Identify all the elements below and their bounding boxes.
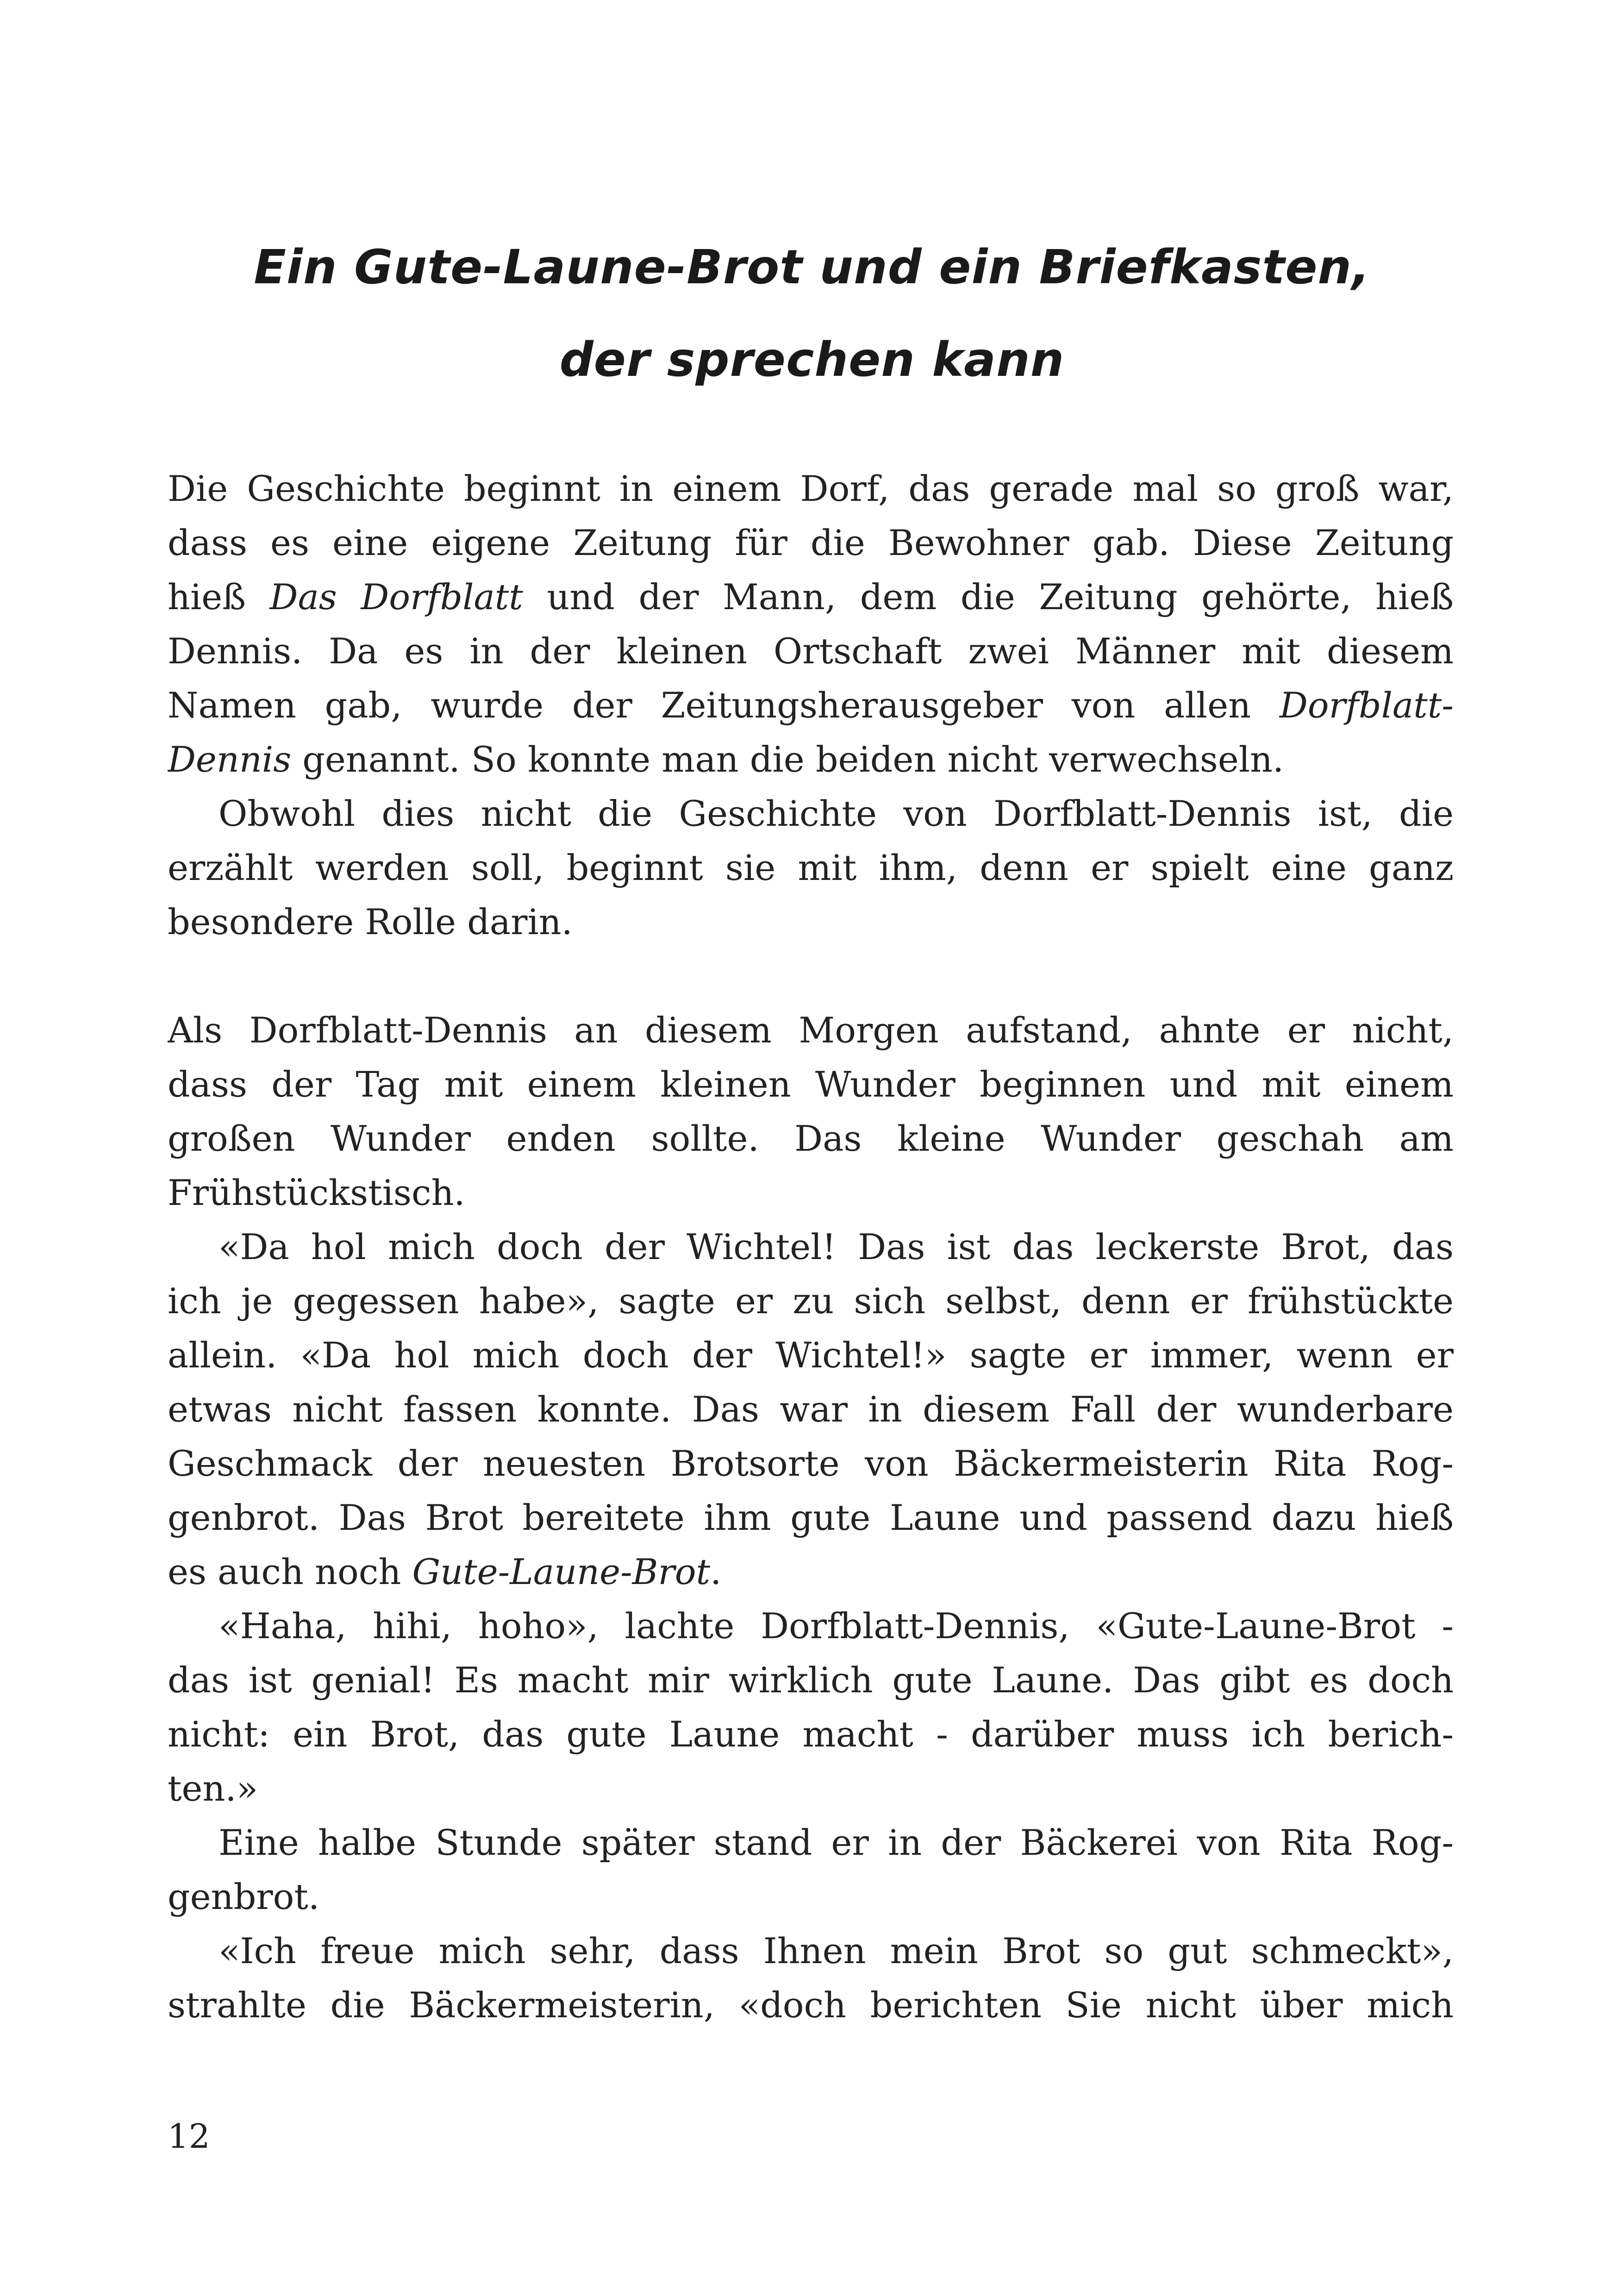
text-segment: strahlte die Bäckermeisterin, «doch berichten Sie nicht über mich bbox=[168, 1984, 1454, 2026]
text-line bbox=[168, 786, 1454, 841]
text-segment: es auch noch bbox=[168, 1551, 412, 1592]
text-segment: nicht: ein Brot, das gute Laune macht - darüber muss ich berich- bbox=[168, 1714, 1454, 1755]
paragraph bbox=[168, 1599, 1454, 1815]
italic-text: Das Dorfblatt bbox=[269, 576, 523, 617]
text-line bbox=[168, 1166, 1454, 1220]
text-line bbox=[168, 461, 1454, 516]
text-segment: «Ich freue mich sehr, dass Ihnen mein Brot so gut schmeckt», bbox=[219, 1930, 1454, 1971]
text-segment: großen Wunder enden sollte. Das kleine Wunder geschah am bbox=[168, 1118, 1454, 1159]
text-segment: genbrot. bbox=[168, 1876, 320, 1917]
paragraph bbox=[168, 786, 1454, 949]
text-line bbox=[168, 1382, 1454, 1436]
text-line bbox=[168, 624, 1454, 678]
text-line bbox=[168, 1274, 1454, 1328]
text-line bbox=[168, 516, 1454, 570]
page-number: 12 bbox=[168, 2117, 210, 2156]
text-line bbox=[168, 1057, 1454, 1111]
italic-text: Gute-Laune-Brot bbox=[412, 1551, 711, 1592]
text-segment: «Da hol mich doch der Wichtel! Das ist das leckerste Brot, das bbox=[219, 1226, 1454, 1267]
text-segment: und der Mann, dem die Zeitung gehörte, hieß bbox=[523, 576, 1454, 617]
text-segment: das ist genial! Es macht mir wirklich gute Laune. Das gibt es doch bbox=[168, 1659, 1454, 1701]
italic-text: Dorfblatt- bbox=[1279, 685, 1454, 726]
chapter-body bbox=[168, 461, 1454, 2032]
text-segment: Dennis. Da es in der kleinen Ortschaft zwei Männer mit diesem bbox=[168, 630, 1454, 672]
text-line bbox=[168, 1436, 1454, 1491]
paragraph bbox=[168, 1220, 1454, 1599]
text-segment: ten.» bbox=[168, 1768, 258, 1809]
text-segment: hieß bbox=[168, 576, 270, 617]
paragraph bbox=[168, 1815, 1454, 1924]
text-line bbox=[168, 1761, 1454, 1815]
text-segment: «Haha, hihi, hoho», lachte Dorfblatt-Dennis, «Gute-Laune-Brot - bbox=[219, 1605, 1454, 1646]
text-line bbox=[168, 1491, 1454, 1545]
text-segment: erzählt werden soll, beginnt sie mit ihm, denn er spielt eine ganz bbox=[168, 847, 1454, 888]
text-segment: etwas nicht fassen konnte. Das war in diesem Fall der wunderbare bbox=[168, 1389, 1454, 1430]
chapter-title-line-2: der sprechen kann bbox=[559, 332, 1065, 387]
text-segment: genbrot. Das Brot bereitete ihm gute Laune und passend dazu hieß bbox=[168, 1497, 1454, 1538]
text-line bbox=[168, 732, 1454, 786]
text-segment: Namen gab, wurde der Zeitungsherausgeber von allen bbox=[168, 685, 1280, 726]
text-line bbox=[168, 678, 1454, 732]
text-line bbox=[168, 1599, 1454, 1653]
paragraph bbox=[168, 1924, 1454, 2032]
text-line bbox=[168, 1111, 1454, 1166]
text-line bbox=[168, 1003, 1454, 1057]
text-segment: Eine halbe Stunde später stand er in der Bäckerei von Rita Rog- bbox=[219, 1822, 1454, 1863]
text-line bbox=[168, 1328, 1454, 1382]
text-segment: Als Dorfblatt-Dennis an diesem Morgen aufstand, ahnte er nicht, bbox=[168, 1010, 1454, 1051]
text-segment: Die Geschichte beginnt in einem Dorf, das gerade mal so groß war, bbox=[168, 468, 1454, 509]
text-line bbox=[168, 1924, 1454, 1978]
text-line bbox=[168, 1870, 1454, 1924]
text-segment: genannt. So konnte man die beiden nicht verwechseln. bbox=[291, 739, 1284, 780]
text-segment: ich je gegessen habe», sagte er zu sich selbst, denn er frühstückte bbox=[168, 1280, 1454, 1322]
section-break bbox=[168, 949, 1454, 1003]
text-line bbox=[168, 570, 1454, 624]
text-segment: Obwohl dies nicht die Geschichte von Dorfblatt-Dennis ist, die bbox=[219, 793, 1454, 834]
chapter-title-line-1: Ein Gute-Laune-Brot und ein Briefkasten, bbox=[254, 240, 1370, 295]
text-line bbox=[168, 1545, 1454, 1599]
text-segment: Frühstückstisch. bbox=[168, 1172, 465, 1213]
text-line bbox=[168, 1220, 1454, 1274]
text-line bbox=[168, 895, 1454, 949]
text-segment: dass es eine eigene Zeitung für die Bewohner gab. Diese Zeitung bbox=[168, 522, 1454, 563]
text-line bbox=[168, 841, 1454, 895]
text-segment: besondere Rolle darin. bbox=[168, 901, 573, 942]
paragraph bbox=[168, 1003, 1454, 1220]
text-segment: Geschmack der neuesten Brotsorte von Bäckermeisterin Rita Rog- bbox=[168, 1443, 1454, 1484]
text-line bbox=[168, 1978, 1454, 2032]
text-segment: . bbox=[710, 1551, 722, 1592]
text-segment: dass der Tag mit einem kleinen Wunder beginnen und mit einem bbox=[168, 1064, 1454, 1105]
paragraph bbox=[168, 461, 1454, 786]
text-line bbox=[168, 1653, 1454, 1707]
italic-text: Dennis bbox=[168, 739, 292, 780]
text-segment: allein. «Da hol mich doch der Wichtel!» sagte er immer, wenn er bbox=[168, 1335, 1454, 1376]
chapter-title bbox=[116, 221, 1508, 406]
text-line bbox=[168, 1707, 1454, 1761]
text-line bbox=[168, 1815, 1454, 1870]
